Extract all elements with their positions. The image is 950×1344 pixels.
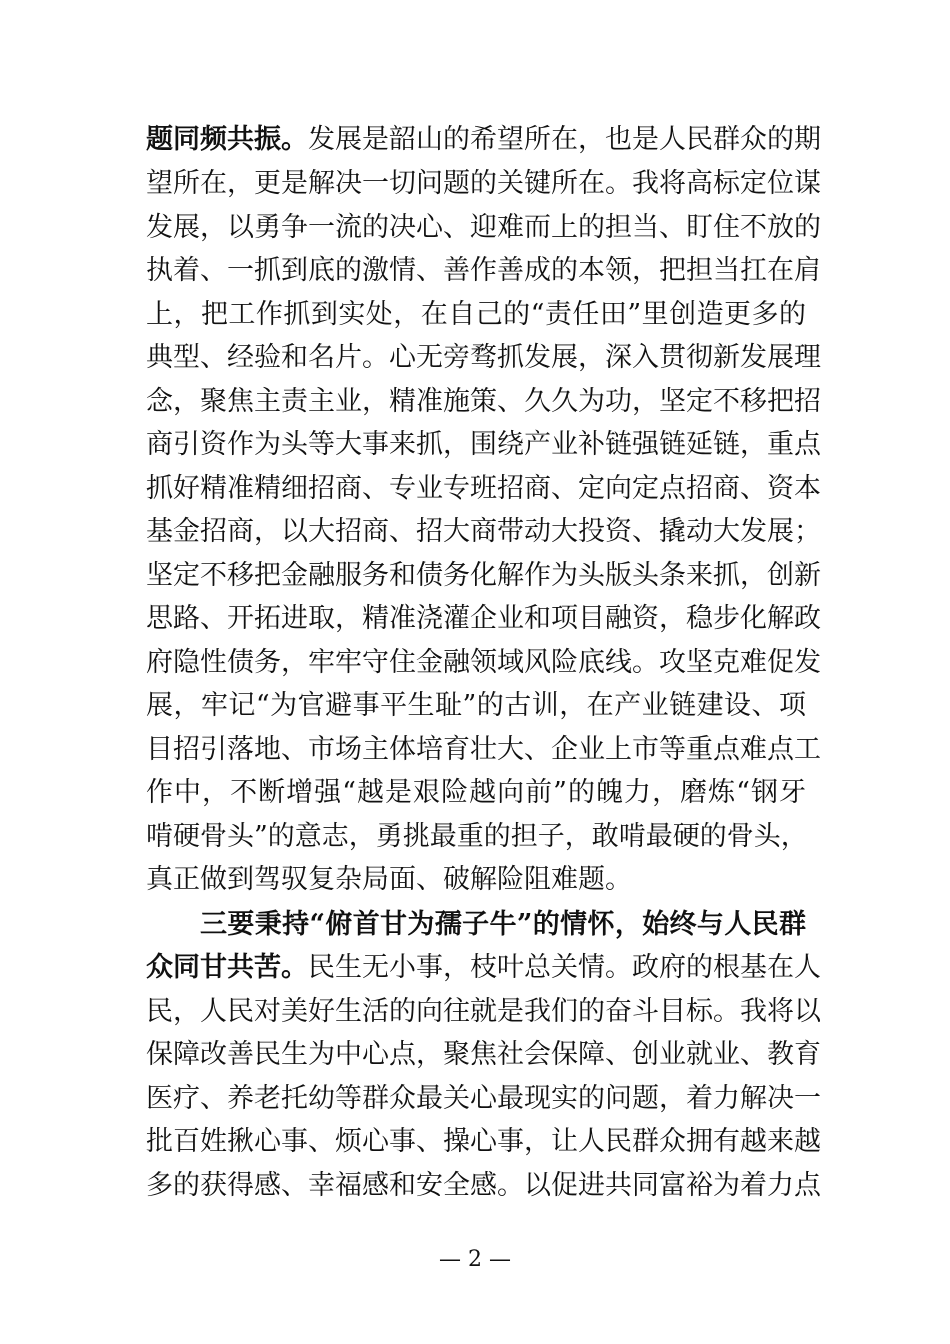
body-text: 基金招商，以大招商、招大商带动大投资、撬动大发展； (146, 516, 821, 547)
paragraph-2-line-5 (146, 1077, 821, 1121)
paragraph-2-line-6 (146, 1120, 821, 1164)
body-text: 坚定不移把金融服务和债务化解作为头版头条来抓，创新 (146, 560, 821, 591)
body-text: 啃硬骨头”的意志，勇挑最重的担子，敢啃最硬的骨头， (146, 821, 808, 852)
body-text: 思路、开拓进取，精准浇灌企业和项目融资，稳步化解政 (146, 603, 821, 634)
body-text: 真正做到驾驭复杂局面、破解险阻难题。 (146, 864, 632, 895)
paragraph-1-line-15 (146, 728, 821, 772)
paragraph-1-line-2 (146, 162, 821, 206)
body-text: 民，人民对美好生活的向往就是我们的奋斗目标。我将以 (146, 996, 821, 1027)
paragraph-1-line-14 (146, 684, 806, 728)
paragraph-2-line-2 (146, 946, 821, 990)
paragraph-1-line-13 (146, 641, 821, 685)
paragraph-1-line-11 (146, 554, 821, 598)
body-text: 医疗、养老托幼等群众最关心最现实的问题，着力解决一 (146, 1083, 821, 1114)
body-text: 发展，以勇争一流的决心、迎难而上的担当、盯住不放的 (146, 212, 821, 243)
paragraph-2-line-3 (146, 990, 821, 1034)
paragraph-2-line-1 (200, 903, 806, 947)
body-text: 作中，不断增强“越是艰险越向前”的魄力，磨炼“钢牙 (146, 777, 806, 808)
body-text: 目招引落地、市场主体培育壮大、企业上市等重点难点工 (146, 734, 821, 765)
body-text: 府隐性债务，牢牢守住金融领域风险底线。攻坚克难促发 (146, 647, 821, 678)
paragraph-1-line-9 (146, 467, 821, 511)
paragraph-2-line-7 (146, 1164, 821, 1208)
paragraph-1-line-6 (146, 336, 821, 380)
bold-heading-text: 三要秉持“俯首甘为孺子牛”的情怀，始终与人民群 (200, 909, 806, 940)
body-text: 念，聚焦主责主业，精准施策、久久为功，坚定不移把招 (146, 386, 821, 417)
body-text: 发展是韶山的希望所在，也是人民群众的期 (308, 124, 821, 155)
paragraph-1-line-18 (146, 858, 806, 902)
paragraph-2-line-4 (146, 1033, 821, 1077)
paragraph-1-line-10 (146, 510, 821, 554)
paragraph-1-line-7 (146, 380, 821, 424)
paragraph-1-line-17 (146, 815, 806, 859)
body-text: 批百姓揪心事、烦心事、操心事，让人民群众拥有越来越 (146, 1126, 821, 1157)
paragraph-1-line-1 (146, 118, 821, 162)
paragraph-1-line-5 (146, 293, 806, 337)
bold-heading-text: 众同甘共苦。 (146, 952, 308, 983)
body-text: 商引资作为头等大事来抓，围绕产业补链强链延链，重点 (146, 429, 821, 460)
page-number: — 2 — (439, 1247, 511, 1272)
body-text: 望所在，更是解决一切问题的关键所在。我将高标定位谋 (146, 168, 821, 199)
body-text: 执着、一抓到底的激情、善作善成的本领，把担当扛在肩 (146, 255, 821, 286)
paragraph-1-line-3 (146, 206, 821, 250)
body-text: 典型、经验和名片。心无旁骛抓发展，深入贯彻新发展理 (146, 342, 821, 373)
paragraph-1-line-8 (146, 423, 821, 467)
body-text: 上，把工作抓到实处，在自己的“责任田”里创造更多的 (146, 299, 806, 330)
body-text: 抓好精准精细招商、专业专班招商、定向定点招商、资本 (146, 473, 821, 504)
body-text: 多的获得感、幸福感和安全感。以促进共同富裕为着力点 (146, 1170, 821, 1201)
body-text: 展，牢记“为官避事平生耻”的古训，在产业链建设、项 (146, 690, 806, 721)
body-text: 保障改善民生为中心点，聚焦社会保障、创业就业、教育 (146, 1039, 821, 1070)
paragraph-1-line-16 (146, 771, 806, 815)
paragraph-1-line-4 (146, 249, 821, 293)
bold-heading-text: 题同频共振。 (146, 124, 308, 155)
paragraph-1-line-12 (146, 597, 821, 641)
body-text: 民生无小事，枝叶总关情。政府的根基在人 (308, 952, 821, 983)
